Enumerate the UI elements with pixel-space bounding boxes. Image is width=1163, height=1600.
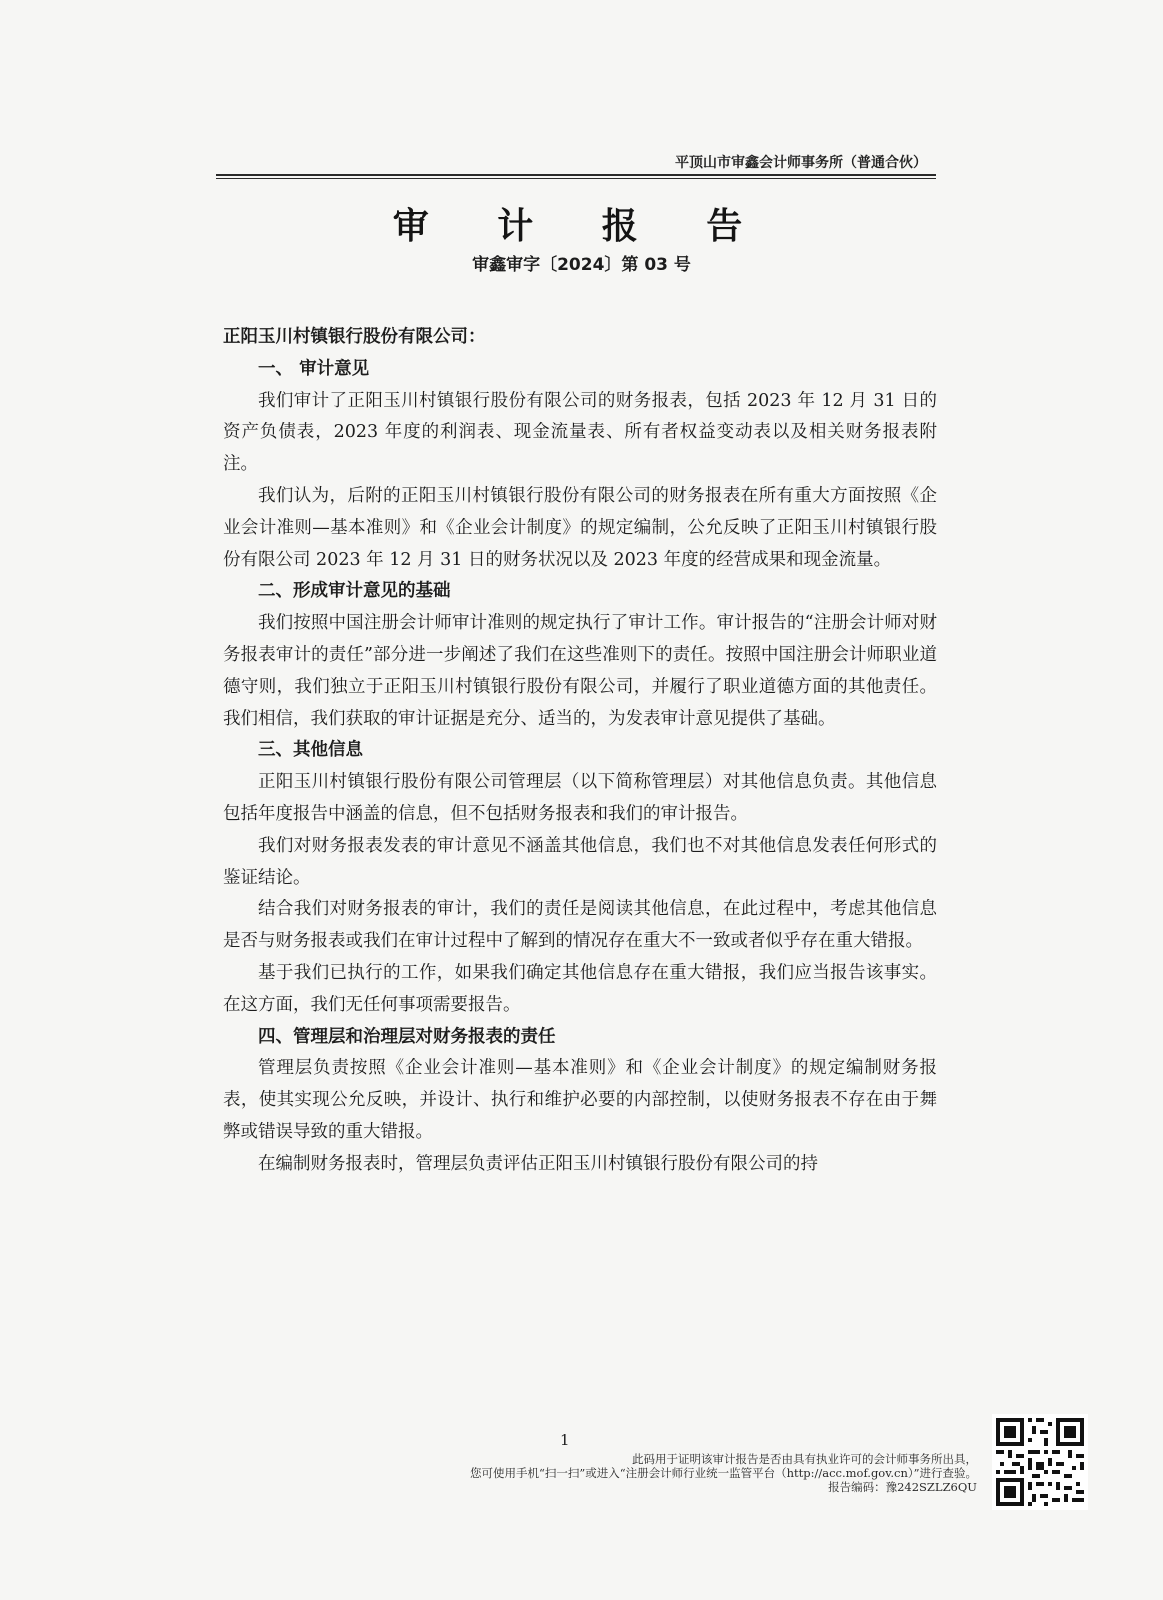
verification-line-1: 此码用于证明该审计报告是否由具有执业许可的会计师事务所出具，: [632, 1452, 977, 1466]
section-heading-other-info: 三、其他信息: [258, 740, 363, 761]
paragraph: 在编制财务报表时，管理层负责评估正阳玉川村镇银行股份有限公司的持: [258, 1153, 818, 1174]
verification-line-2: 您可使用手机“扫一扫”或进入“注册会计师行业统一监管平台（http://acc.mof.gov.cn）”进行查验。: [469, 1466, 977, 1480]
section-heading-audit-opinion: 一、 审计意见: [258, 358, 370, 379]
paragraph: 结合我们对财务报表的审计，我们的责任是阅读其他信息，在此过程中，考虑其他信息是否与财务报表或我们在审计过程中了解到的情况存在重大不一致或者似乎存在重大错报。: [223, 899, 937, 952]
qr-code-icon: [992, 1414, 1088, 1510]
paragraph: 我们按照中国注册会计师审计准则的规定执行了审计工作。审计报告的“注册会计师对财务报表审计的责任”部分进一步阐述了我们在这些准则下的责任。按照中国注册会计师职业道德守则，我们独立于正阳玉川村镇银行股份有限公司，并履行了职业道德方面的其他责任。我们相信，我们获取的审计证据是充分、适当的，为发表审计意见提供了基础。: [223, 613, 937, 729]
paragraph: 我们对财务报表发表的审计意见不涵盖其他信息，我们也不对其他信息发表任何形式的鉴证结论。: [223, 835, 937, 888]
section-heading-management-responsibility: 四、管理层和治理层对财务报表的责任: [258, 1026, 556, 1047]
page-number: 1: [560, 1431, 570, 1449]
report-title: 审 计 报 告: [392, 205, 771, 247]
report-body: [223, 322, 937, 1181]
addressee: 正阳玉川村镇银行股份有限公司：: [223, 327, 486, 347]
paragraph: 基于我们已执行的工作，如果我们确定其他信息存在重大错报，我们应当报告该事实。在这方面，我们无任何事项需要报告。: [223, 962, 937, 1015]
firm-header: 平顶山市审鑫会计师事务所（普通合伙）: [675, 155, 927, 171]
header-rule: [216, 174, 936, 179]
paragraph: 我们审计了正阳玉川村镇银行股份有限公司的财务报表，包括 2023 年 12 月 31 日的资产负债表，2023 年度的利润表、现金流量表、所有者权益变动表以及相关财务报表附注。: [223, 390, 937, 475]
paragraph: 正阳玉川村镇银行股份有限公司管理层（以下简称管理层）对其他信息负责。其他信息包括年度报告中涵盖的信息，但不包括财务报表和我们的审计报告。: [223, 772, 937, 824]
paragraph: 管理层负责按照《企业会计准则—基本准则》和《企业会计制度》的规定编制财务报表，使其实现公允反映，并设计、执行和维护必要的内部控制，以使财务报表不存在由于舞弊或错误导致的重大错报。: [223, 1058, 937, 1142]
section-heading-basis: 二、形成审计意见的基础: [258, 581, 451, 602]
verification-note: [357, 1452, 977, 1494]
paragraph: 我们认为，后附的正阳玉川村镇银行股份有限公司的财务报表在所有重大方面按照《企业会计准则—基本准则》和《企业会计制度》的规定编制，公允反映了正阳玉川村镇银行股份有限公司 2023 年 12 月 31 日的财务状况以及 2023 年度的经营成果和现金流量。: [223, 485, 937, 570]
report-code: 报告编码：豫242SZLZ6QU: [828, 1480, 977, 1494]
report-number: 审鑫审字〔2024〕第 03 号: [472, 255, 691, 275]
